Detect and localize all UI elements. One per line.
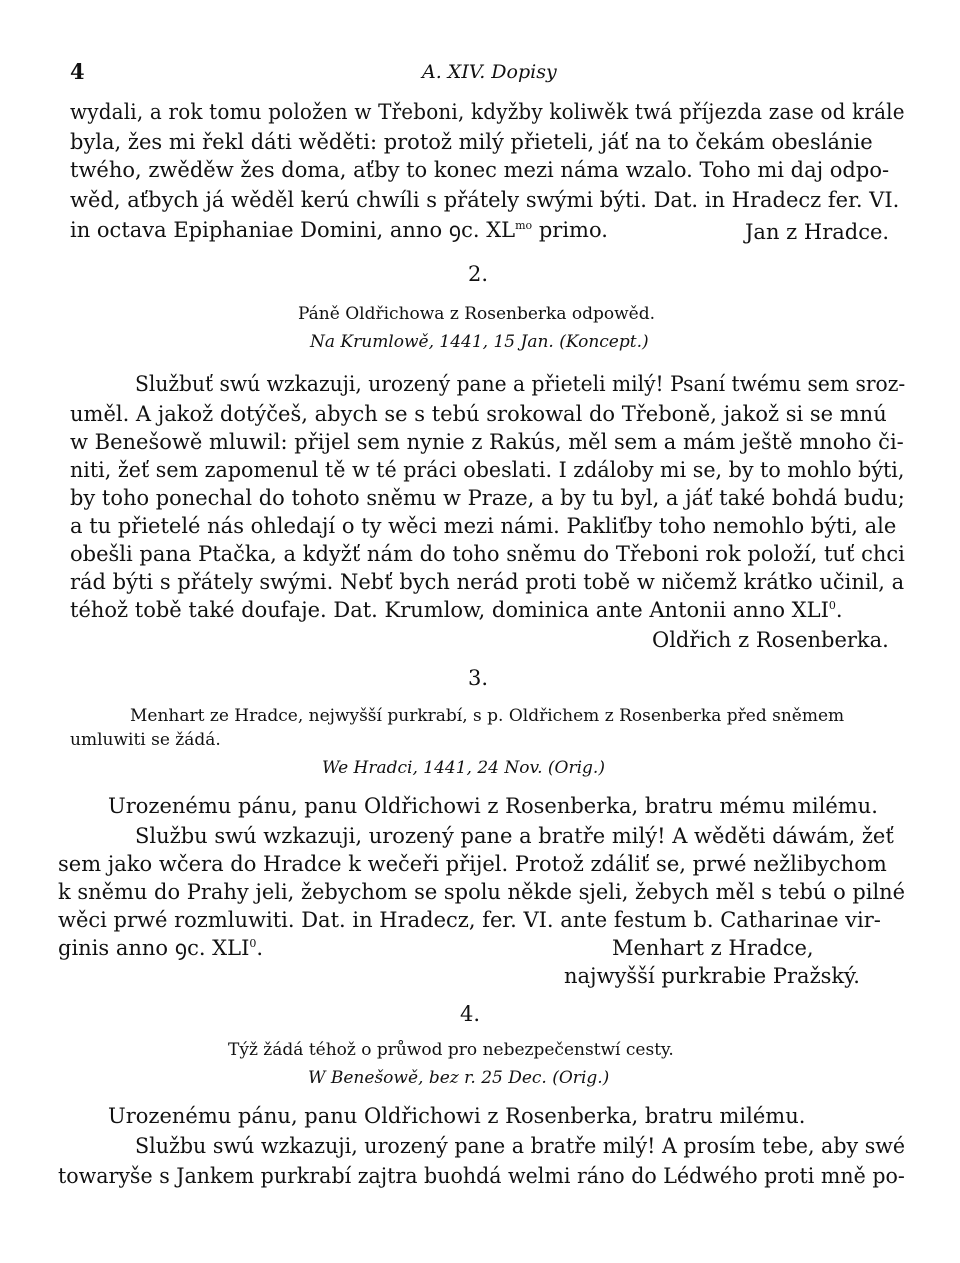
letter-dateline: W Benešowě, bez r. 25 Dec. (Orig.) xyxy=(308,1068,610,1088)
text-line: byla, žes mi řekl dáti wěděti: protož milý přieteli, jáť na to čekám obeslánie xyxy=(70,130,873,154)
running-title: A. XIV. Dopisy xyxy=(422,61,557,83)
page-number: 4 xyxy=(70,59,85,84)
signature: Oldřich z Rosenberka. xyxy=(652,628,889,652)
signature: najwyšší purkrabie Pražský. xyxy=(564,964,860,988)
text-line: wěci prwé rozmluwiti. Dat. in Hradecz, fer. VI. ante festum b. Catharinae vir- xyxy=(58,908,881,932)
text-line: Službu swú wzkazuji, urozený pane a bratře milý! A wěděti dáwám, žeť xyxy=(135,824,894,848)
letter-heading: Týž žádá téhož o průwod pro nebezpečenstwí cesty. xyxy=(228,1040,674,1060)
text-line: k sněmu do Prahy jeli, žebychom se spolu někde sjeli, žebych měl s tebú o pilné xyxy=(58,880,906,904)
letter-dateline: Na Krumlowě, 1441, 15 Jan. (Koncept.) xyxy=(310,332,649,352)
text-line: sem jako wčera do Hradce k wečeři přijel. Protož zdáliť se, prwé nežlibychom xyxy=(58,852,887,876)
text-line: téhož tobě také doufaje. Dat. Krumlow, dominica ante Antonii anno XLI$^0$. xyxy=(70,598,843,622)
letter-dateline: We Hradci, 1441, 24 Nov. (Orig.) xyxy=(322,758,605,778)
letter-number: 4. xyxy=(460,1002,481,1026)
text-line: by toho ponechal do tohoto sněmu w Praze, a by tu byl, a jáť také bohdá budu; xyxy=(70,486,905,510)
signature: Jan z Hradce. xyxy=(745,220,890,244)
signature: Menhart z Hradce, xyxy=(612,936,814,960)
letter-number: 3. xyxy=(468,666,489,690)
text-line: a tu přietelé nás ohledají o ty wěci mezi námi. Pakliťby toho nemohlo býti, ale xyxy=(70,514,897,538)
text-line: Urozenému pánu, panu Oldřichowi z Rosenberka, bratru milému. xyxy=(108,1104,806,1128)
text-line: uměl. A jakož dotýčeš, abych se s tebú srokowal do Třeboně, jakož si se mnú xyxy=(70,402,887,426)
text-line: wěd, aťbych já wěděl kerú chwíli s přátely swými býti. Dat. in Hradecz fer. VI. xyxy=(70,188,900,212)
text-line: wydali, a rok tomu položen w Třeboni, kdyžby koliwěk twá příjezda zase od krále xyxy=(70,100,905,124)
text-line: ginis anno ꝯc. XLI$^0$. xyxy=(58,936,264,960)
letter-heading: Páně Oldřichowa z Rosenberka odpowěd. xyxy=(298,304,656,324)
letter-number: 2. xyxy=(468,262,489,286)
letter-heading: umluwiti se žádá. xyxy=(70,730,221,750)
text-line: obešli pana Ptačka, a kdyžť nám do toho sněmu do Třeboni rok položí, tuť chci xyxy=(70,542,905,566)
text-line: Službuť swú wzkazuji, urozený pane a přieteli milý! Psaní twému sem sroz- xyxy=(135,372,906,396)
text-line: w Benešowě mluwil: přijel sem nynie z Rakús, měl sem a mám ještě mnoho či- xyxy=(70,430,904,454)
letter-heading: Menhart ze Hradce, nejwyšší purkrabí, s p. Oldřichem z Rosenberka před sněmem xyxy=(130,706,845,726)
text-line: towaryše s Jankem purkrabí zajtra buohdá welmi ráno do Lédwého proti mně po- xyxy=(58,1164,905,1188)
text-line: twého, zwěděw žes doma, aťby to konec mezi náma wzalo. Toho mi daj odpo- xyxy=(70,158,890,182)
text-line: niti, žeť sem zapomenul tě w té práci obeslati. I zdáloby mi se, by to mohlo býti, xyxy=(70,458,905,482)
text-line: rád býti s přátely swými. Nebť bych nerád proti tobě w ničemž krátko učinil, a xyxy=(70,570,905,594)
text-line: in octava Epiphaniae Domini, anno ꝯc. $XL^{mo}$ primo. xyxy=(70,218,608,242)
text-line: Urozenému pánu, panu Oldřichowi z Rosenberka, bratru mému milému. xyxy=(108,794,878,818)
text-line: Službu swú wzkazuji, urozený pane a bratře milý! A prosím tebe, aby swé xyxy=(135,1134,906,1158)
